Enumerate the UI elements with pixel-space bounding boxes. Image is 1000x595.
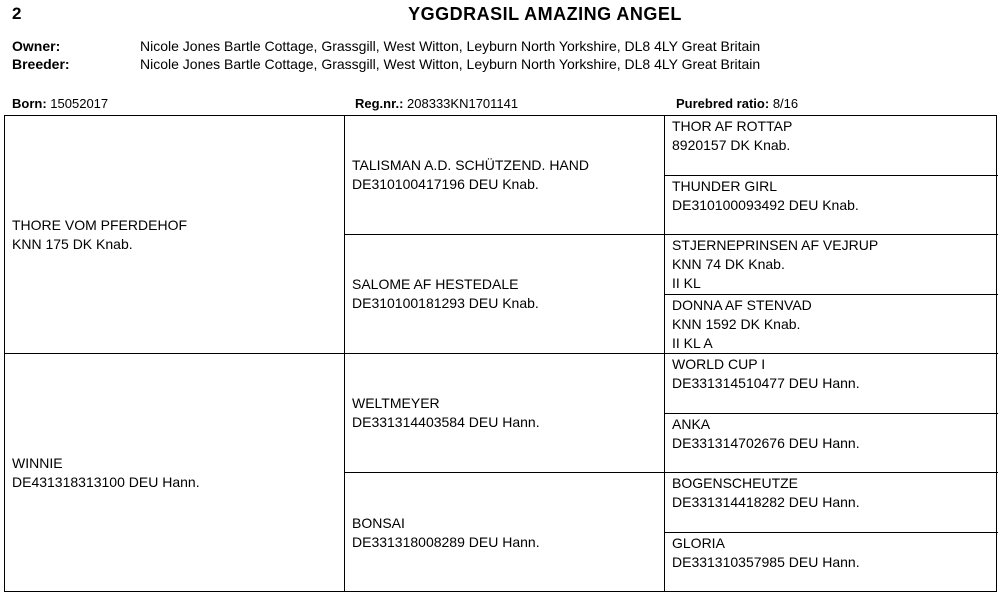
dam-name: WINNIE (12, 455, 63, 471)
gen3-name: THUNDER GIRL (672, 177, 778, 194)
gen3-class: II KL A (672, 334, 713, 351)
reg-info (355, 96, 518, 111)
dam-dam-reg: DE331318008289 DEU Hann. (352, 533, 540, 550)
horse-title: YGGDRASIL AMAZING ANGEL (408, 4, 682, 24)
pedigree-gen3-cell (665, 176, 998, 236)
pedigree-sire-dam (345, 235, 665, 354)
gen3-reg: DE331314510477 DEU Hann. (672, 375, 860, 391)
pedigree-gen3-cell (665, 414, 998, 474)
breeder-label: Breeder: (12, 56, 70, 72)
dam-sire-reg: DE331314403584 DEU Hann. (352, 414, 540, 430)
dam-reg: DE431318313100 DEU Hann. (12, 474, 200, 490)
gen3-reg: 8920157 DK Knab. (672, 137, 791, 153)
reg-label: Reg.nr.: (355, 96, 404, 111)
pedigree-gen3-cell (665, 116, 998, 176)
gen3-name: STJERNEPRINSEN AF VEJRUP (672, 237, 879, 253)
gen3-reg: KNN 1592 DK Knab. (672, 315, 801, 332)
dam-sire-name: WELTMEYER (352, 395, 440, 411)
pedigree-gen3-cell (665, 473, 998, 533)
gen3-name: THOR AF ROTTAP (672, 118, 793, 134)
born-value: 15052017 (50, 96, 109, 111)
sire-dam-reg: DE310100181293 DEU Knab. (352, 295, 539, 311)
pedigree-sire-sire (345, 116, 665, 235)
gen3-class: II KL (672, 275, 701, 291)
pedigree-table (4, 115, 997, 592)
gen3-name: BOGENSCHEUTZE (672, 475, 799, 491)
pedigree-gen3-cell (665, 533, 998, 593)
catalog-number: 2 (12, 4, 22, 23)
sire-dam-name: SALOME AF HESTEDALE (352, 276, 519, 292)
pedigree-dam-dam (345, 473, 665, 592)
gen3-reg: KNN 74 DK Knab. (672, 256, 785, 272)
gen3-reg: DE331310357985 DEU Hann. (672, 553, 860, 570)
ratio-info (676, 96, 798, 111)
pedigree-dam (5, 354, 345, 592)
gen3-name: GLORIA (672, 534, 725, 551)
pedigree-sire (5, 116, 345, 354)
gen3-reg: DE310100093492 DEU Knab. (672, 196, 859, 213)
dam-dam-name: BONSAI (352, 514, 405, 531)
born-label: Born: (12, 96, 47, 111)
sire-sire-name: TALISMAN A.D. SCHÜTZEND. HAND (352, 157, 589, 173)
owner-value: Nicole Jones Bartle Cottage, Grassgill, West Witton, Leyburn North Yorkshire, DL8 4LY Great Britain (140, 38, 761, 54)
sire-reg: KNN 175 DK Knab. (12, 235, 133, 252)
sire-sire-reg: DE310100417196 DEU Knab. (352, 176, 539, 192)
ratio-label: Purebred ratio: (676, 96, 770, 111)
pedigree-gen3-cell (665, 295, 998, 355)
gen3-name: DONNA AF STENVAD (672, 296, 812, 313)
owner-label: Owner: (12, 38, 61, 54)
reg-value: 208333KN1701141 (407, 96, 519, 111)
breeder-value: Nicole Jones Bartle Cottage, Grassgill, West Witton, Leyburn North Yorkshire, DL8 4LY Great Britain (140, 56, 761, 72)
born-info (12, 96, 108, 111)
gen3-name: WORLD CUP I (672, 356, 766, 372)
gen3-reg: DE331314702676 DEU Hann. (672, 434, 860, 451)
gen3-name: ANKA (672, 415, 711, 432)
pedigree-dam-sire (345, 354, 665, 473)
sire-name: THORE VOM PFERDEHOF (12, 216, 188, 233)
pedigree-gen3-cell (665, 235, 998, 295)
gen3-reg: DE331314418282 DEU Hann. (672, 494, 860, 510)
pedigree-gen3-cell (665, 354, 998, 414)
ratio-value: 8/16 (772, 96, 799, 111)
